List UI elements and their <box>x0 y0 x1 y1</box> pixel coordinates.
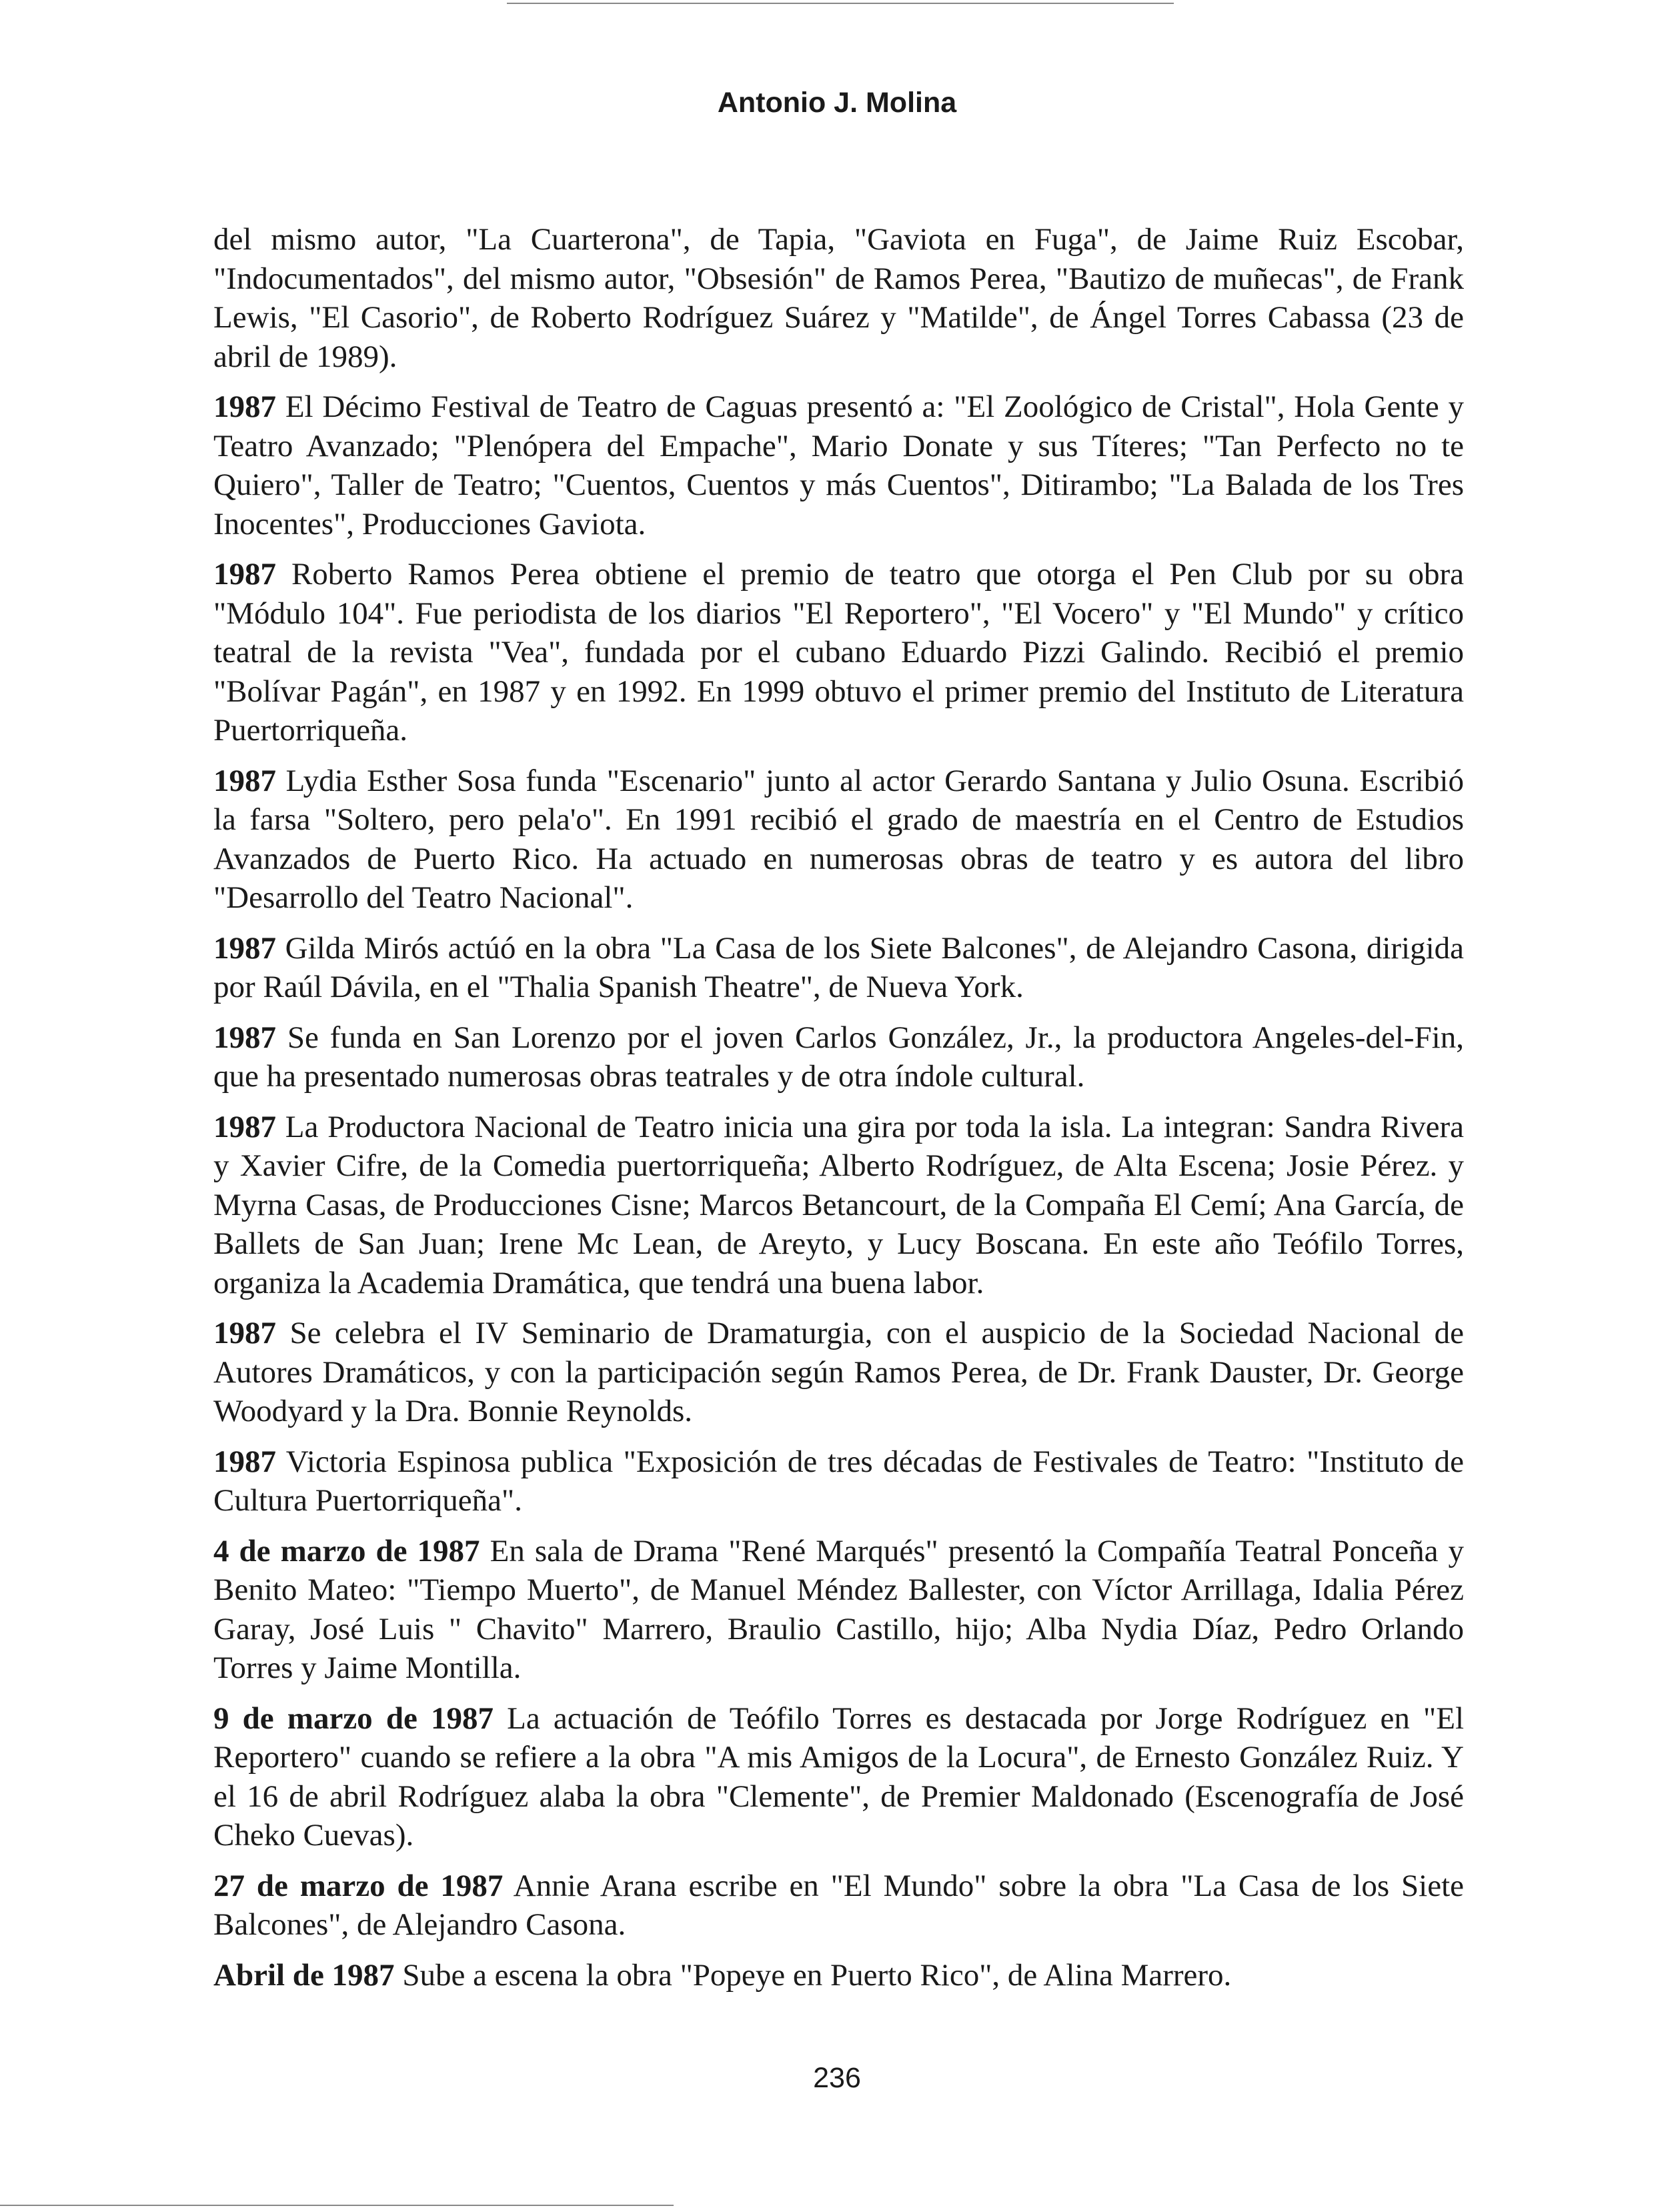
paragraph: 9 de marzo de 1987 La actuación de Teófilo Torres es destacada por Jorge Rodríguez en "El Reportero" cuando se refiere a la obra "A mis Amigos de la Locura", de Ernesto González Ruiz. Y el 16 de abril Rodríguez alaba la obra "Clemente", de Premier Maldonado (Escenografía de José Cheko Cuevas). <box>213 1701 1465 1853</box>
entry-date: 1987 <box>213 930 276 966</box>
entry-date: 1987 <box>213 763 276 798</box>
scan-edge-bottom <box>0 2205 674 2206</box>
entry-date: 27 de marzo de 1987 <box>213 1868 504 1903</box>
entry-date: 1987 <box>213 1316 276 1350</box>
chronology-body <box>213 220 1464 2006</box>
paragraph: 1987 El Décimo Festival de Teatro de Caguas presentó a: "El Zoológico de Cristal", Hola Gente y Teatro Avanzado; "Plenópera del Empache", Mario Donate y sus Títeres; "Tan Perfecto no te Quiero", Taller de Teatro; "Cuentos, Cuentos y más Cuentos", Ditirambo; "La Balada de los Tres Inocentes", Producciones Gaviota. <box>213 389 1464 541</box>
paragraph: Abril de 1987 Sube a escena la obra "Popeye en Puerto Rico", de Alina Marrero. <box>213 1957 1232 1993</box>
page-number: 236 <box>813 2062 861 2094</box>
entry-date: Abril de 1987 <box>213 1957 395 1993</box>
entry-date: 1987 <box>213 1109 276 1144</box>
paragraph: 1987 Roberto Ramos Perea obtiene el premio de teatro que otorga el Pen Club por su obra "Módulo 104". Fue periodista de los diarios "El Reportero", "El Vocero" y "El Mundo" y crítico teatral de la revista "Vea", fundada por el cubano Eduardo Pizzi Galindo. Recibió el premio "Bolívar Pagán", en 1987 y en 1992. En 1999 obtuvo el primer premio del Instituto de Literatura Puertorriqueña. <box>213 557 1464 748</box>
entry-date: 4 de marzo de 1987 <box>213 1533 480 1568</box>
paragraph: 1987 Victoria Espinosa publica "Exposición de tres décadas de Festivales de Teatro: "Instituto de Cultura Puertorriqueña". <box>213 1444 1464 1518</box>
entry-date: 1987 <box>213 1444 276 1479</box>
paragraph: 27 de marzo de 1987 Annie Arana escribe en "El Mundo" sobre la obra "La Casa de los Siete Balcones", de Alejandro Casona. <box>213 1868 1464 1942</box>
entry-date: 9 de marzo de 1987 <box>213 1701 494 1736</box>
paragraph: 1987 Se funda en San Lorenzo por el joven Carlos González, Jr., la productora Angeles-del-Fin, que ha presentado numerosas obras teatrales y de otra índole cultural. <box>213 1020 1464 1094</box>
running-header-author: Antonio J. Molina <box>717 87 957 119</box>
paragraph: 4 de marzo de 1987 En sala de Drama "René Marqués" presentó la Compañía Teatral Ponceña y Benito Mateo: "Tiempo Muerto", de Manuel Méndez Ballester, con Víctor Arrillaga, Idalia Pérez Garay, José Luis " Chavito" Marrero, Braulio Castillo, hijo; Alba Nydia Díaz, Pedro Orlando Torres y Jaime Montilla. <box>213 1533 1464 1685</box>
paragraph: 1987 Se celebra el IV Seminario de Dramaturgia, con el auspicio de la Sociedad Nacional de Autores Dramáticos, y con la participación según Ramos Perea, de Dr. Frank Dauster, Dr. George Woodyard y la Dra. Bonnie Reynolds. <box>213 1316 1464 1428</box>
paragraph: del mismo autor, "La Cuarterona", de Tapia, "Gaviota en Fuga", de Jaime Ruiz Escobar, "Indocumentados", del mismo autor, "Obsesión" de Ramos Perea, "Bautizo de muñecas", de Frank Lewis, "El Casorio", de Roberto Rodríguez Suárez y "Matilde", de Ángel Torres Cabassa (23 de abril de 1989). <box>213 222 1464 374</box>
paragraph: 1987 Gilda Mirós actúó en la obra "La Casa de los Siete Balcones", de Alejandro Casona, dirigida por Raúl Dávila, en el "Thalia Spanish Theatre", de Nueva York. <box>213 930 1464 1004</box>
entry-date: 1987 <box>213 1020 276 1055</box>
paragraph: 1987 Lydia Esther Sosa funda "Escenario" junto al actor Gerardo Santana y Julio Osuna. Escribió la farsa "Soltero, pero pela'o". En 1991 recibió el grado de maestría en el Centro de Estudios Avanzados de Puerto Rico. Ha actuado en numerosas obras de teatro y es autora del libro "Desarrollo del Teatro Nacional". <box>213 763 1464 915</box>
scan-edge-top <box>507 3 1174 4</box>
entry-date: 1987 <box>213 389 276 424</box>
paragraph: 1987 La Productora Nacional de Teatro inicia una gira por toda la isla. La integran: Sandra Rivera y Xavier Cifre, de la Comedia puertorriqueña; Alberto Rodríguez, de Alta Escena; Josie Pérez. y Myrna Casas, de Producciones Cisne; Marcos Betancourt, de la Compaña El Cemí; Ana García, de Ballets de San Juan; Irene Mc Lean, de Areyto, y Lucy Boscana. En este año Teófilo Torres, organiza la Academia Dramática, que tendrá una buena labor. <box>213 1109 1464 1300</box>
entry-date: 1987 <box>213 557 276 592</box>
